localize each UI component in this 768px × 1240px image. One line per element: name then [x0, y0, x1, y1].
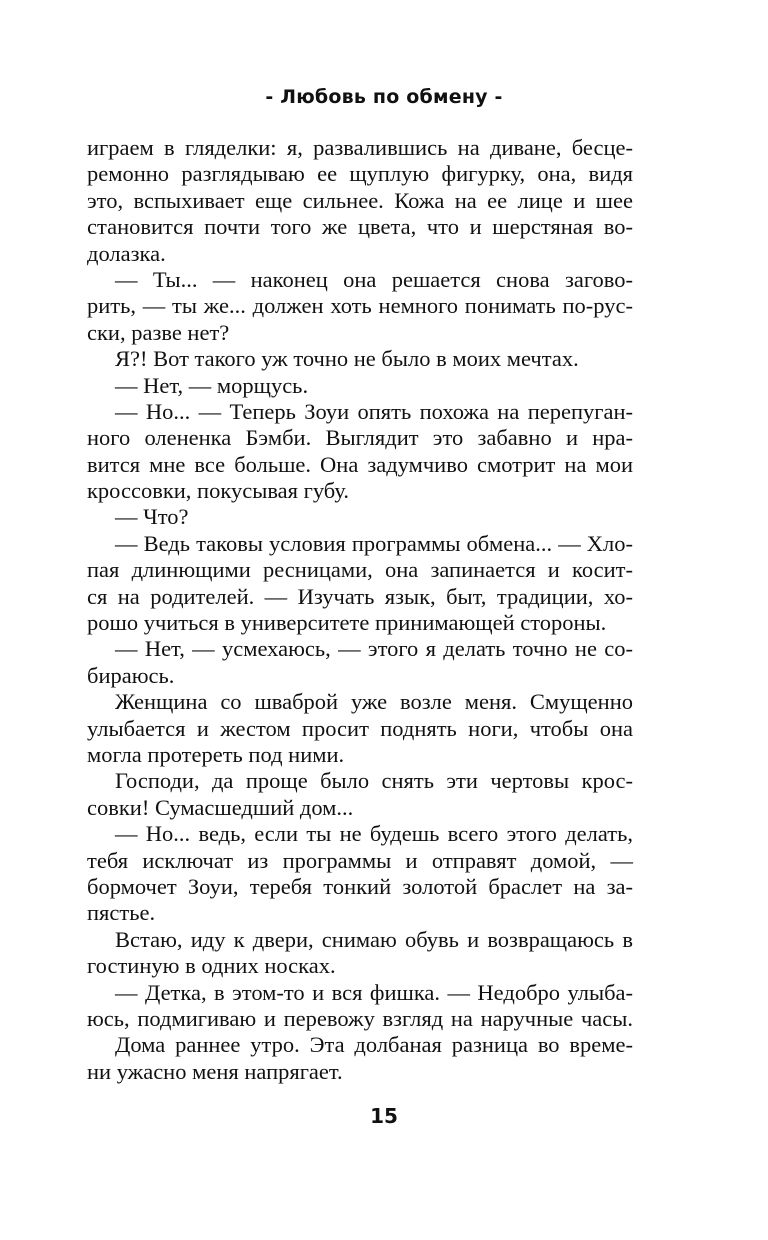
text-line: бормочет Зоуи, теребя тонкий золотой браслет на за- — [87, 873, 633, 899]
text-line: — Нет, — усмехаюсь, — этого я делать точно не со- — [115, 636, 633, 662]
text-line: ски, разве нет? — [87, 319, 230, 345]
text-line: — Детка, в этом-то и вся фишка. — Недобро улыба- — [115, 979, 633, 1005]
text-line: Я?! Вот такого уж точно не было в моих мечтах. — [115, 346, 579, 372]
text-line: юсь, подмигиваю и перевожу взгляд на наручные часы. — [87, 1005, 633, 1031]
text-line: рошо учиться в университете принимающей стороны. — [87, 610, 607, 636]
text-line: становится почти того же цвета, что и шерстяная во- — [87, 214, 633, 240]
text-line: ни ужасно меня напрягает. — [87, 1058, 343, 1084]
text-line: ремонно разглядываю ее щуплую фигурку, она, видя — [87, 161, 633, 187]
text-line: долазка. — [87, 240, 166, 266]
text-line: пястье. — [87, 900, 156, 926]
text-line: могла протереть под ними. — [87, 741, 345, 767]
text-line: кроссовки, покусывая губу. — [87, 478, 350, 504]
text-line: ного олененка Бэмби. Выглядит это забавно и нра- — [87, 425, 633, 451]
text-line: бираюсь. — [87, 662, 175, 688]
text-line: это, вспыхивает еще сильнее. Кожа на ее лице и шее — [87, 187, 633, 213]
text-line: ся на родителей. — Изучать язык, быт, традиции, хо- — [87, 583, 633, 609]
text-line: пая длинющими ресницами, она запинается и косит- — [87, 557, 633, 583]
text-line: Господи, да проще было снять эти чертовы крос- — [115, 768, 633, 794]
text-line: Женщина со шваброй уже возле меня. Смущенно — [115, 689, 633, 715]
text-line: вится мне все больше. Она задумчиво смотрит на мои — [87, 451, 633, 477]
text-line: — Что? — [115, 504, 189, 530]
body-text — [87, 135, 633, 1085]
text-line: рить, — ты же... должен хоть немного понимать по-рус- — [87, 293, 633, 319]
text-line: гостиную в одних носках. — [87, 953, 336, 979]
page-number: 15 — [370, 1104, 398, 1128]
text-line: — Ведь таковы условия программы обмена... — Хло- — [115, 530, 633, 556]
text-line: совки! Сумасшедший дом... — [87, 794, 354, 820]
text-line: — Но... — Теперь Зоуи опять похожа на перепуган- — [115, 398, 633, 424]
text-line: играем в гляделки: я, развалившись на диване, бесце- — [87, 135, 633, 160]
text-line: Дома раннее утро. Эта долбаная разница во време- — [115, 1032, 633, 1058]
text-line: Встаю, иду к двери, снимаю обувь и возвращаюсь в — [115, 926, 633, 952]
text-line: тебя исключат из программы и отправят домой, — — [87, 847, 633, 873]
text-line: — Ты... — наконец она решается снова загово- — [115, 266, 633, 292]
text-line: улыбается и жестом просит поднять ноги, чтобы она — [87, 715, 633, 741]
text-line: — Нет, — морщусь. — [115, 372, 309, 398]
running-head: - Любовь по обмену - — [265, 86, 503, 108]
text-line: — Но... ведь, если ты не будешь всего этого делать, — [115, 821, 633, 847]
